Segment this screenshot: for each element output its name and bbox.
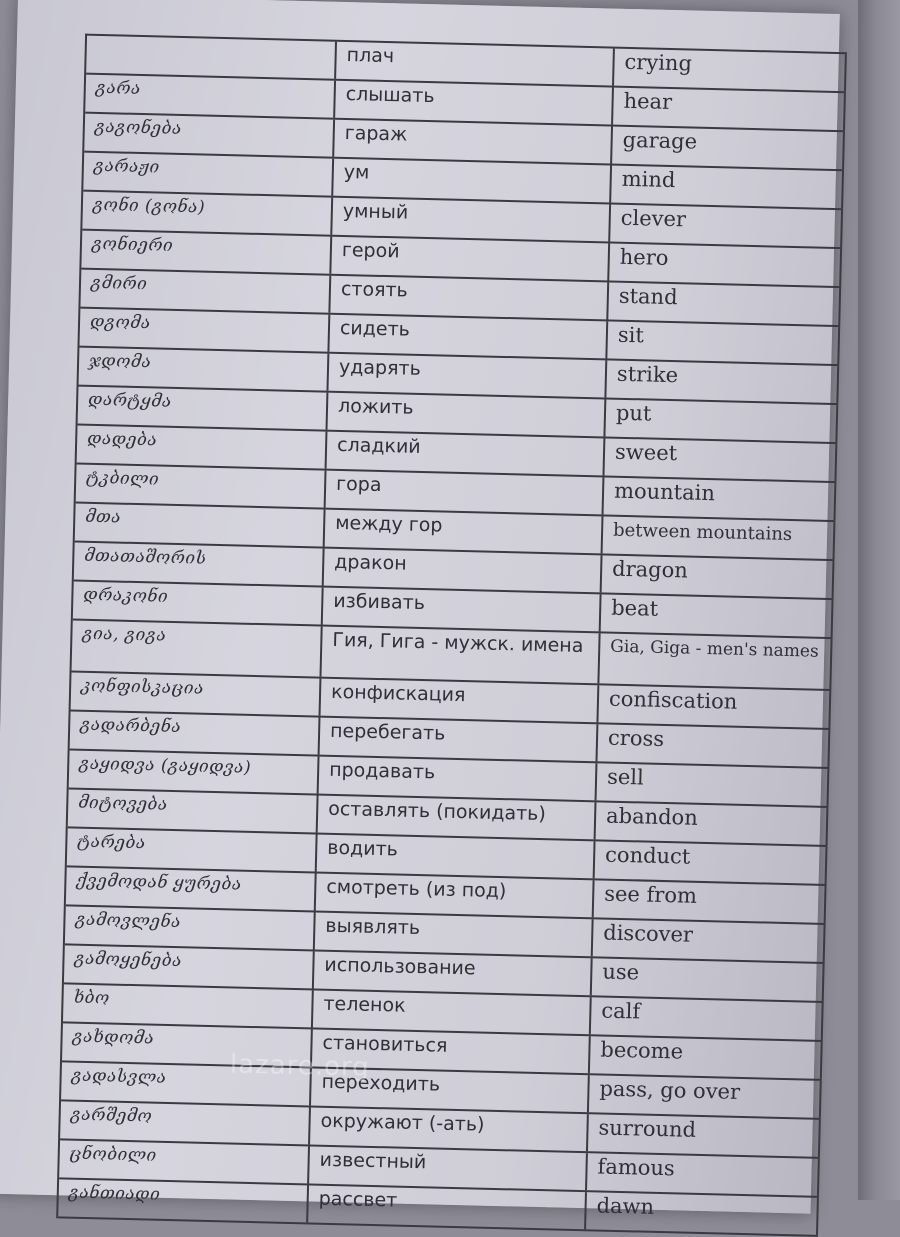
georgian-word: გადასვლა	[61, 1062, 312, 1105]
georgian-word: გადარბენა	[70, 711, 321, 754]
english-word: abandon	[596, 802, 829, 845]
georgian-word	[86, 36, 337, 79]
english-word: stand	[608, 283, 841, 326]
georgian-word: მთათაშორის	[74, 543, 325, 586]
russian-word: выявлять	[315, 913, 594, 957]
english-word: sit	[607, 321, 840, 364]
georgian-word: გამოყენება	[64, 945, 315, 988]
english-word: sell	[597, 763, 830, 806]
russian-word: дракон	[324, 549, 603, 593]
english-word: mind	[611, 166, 844, 209]
russian-word: ударять	[328, 354, 607, 398]
georgian-word: ტარება	[67, 828, 318, 871]
russian-word: плач	[336, 42, 615, 86]
english-word: put	[605, 399, 838, 442]
georgian-word: გია, გიგა	[72, 620, 323, 676]
english-word: sweet	[604, 438, 837, 481]
russian-word: гараж	[334, 120, 613, 164]
watermark: lazare.org	[229, 1049, 371, 1083]
russian-word: продавать	[319, 757, 598, 801]
russian-word: сладкий	[327, 432, 606, 476]
vocabulary-table	[56, 34, 847, 1237]
russian-word: смотреть (из под)	[316, 874, 595, 918]
english-word: use	[592, 958, 825, 1001]
english-word: conduct	[595, 841, 828, 884]
georgian-word: ქვემოდან ყურება	[66, 867, 317, 910]
georgian-word: გაყიდვა (გაყიდვა)	[69, 750, 320, 793]
georgian-word: გარაჟი	[83, 153, 334, 196]
russian-word: известный	[309, 1146, 588, 1190]
georgian-word: გარა	[85, 75, 336, 118]
russian-word: перебегать	[320, 718, 599, 762]
english-word: strike	[606, 360, 839, 403]
georgian-word: განთიადი	[58, 1179, 309, 1222]
english-word: surround	[588, 1114, 821, 1157]
russian-word: стоять	[330, 276, 609, 320]
english-word: between mountains	[603, 516, 836, 559]
georgian-word: ცნობილი	[59, 1140, 310, 1183]
english-word: become	[590, 1036, 823, 1079]
georgian-word: დადება	[77, 426, 328, 469]
english-word: famous	[587, 1153, 820, 1196]
russian-word: между гор	[325, 510, 604, 554]
russian-word: становиться	[312, 1029, 591, 1073]
english-word: hero	[609, 244, 842, 287]
english-word: hear	[613, 88, 846, 131]
english-word: calf	[591, 997, 824, 1040]
georgian-word: დგომა	[80, 309, 331, 352]
english-word: garage	[612, 127, 845, 170]
russian-word: ложить	[328, 393, 607, 437]
georgian-word: ჯდომა	[79, 348, 330, 391]
russian-word: водить	[317, 835, 596, 879]
russian-word: Гия, Гига - мужск. имена	[321, 627, 600, 684]
georgian-word: კონფისკაცია	[71, 672, 322, 715]
russian-word: оставлять (покидать)	[318, 796, 597, 840]
russian-word: окружают (-ать)	[310, 1107, 589, 1151]
english-word: clever	[610, 205, 843, 248]
english-word: confiscation	[598, 685, 831, 728]
english-word: discover	[593, 919, 826, 962]
russian-word: ум	[333, 159, 612, 203]
georgian-word: გახდომა	[62, 1023, 313, 1066]
english-word: dragon	[602, 555, 835, 598]
english-word: see from	[594, 880, 827, 923]
russian-word: слышать	[335, 81, 614, 125]
english-word: cross	[597, 724, 830, 767]
georgian-word: გაგონება	[84, 114, 335, 157]
georgian-word: ტკბილი	[76, 465, 327, 508]
english-word: mountain	[604, 477, 837, 520]
georgian-word: დრაკონი	[73, 582, 324, 625]
russian-word: умный	[332, 198, 611, 242]
english-word: dawn	[586, 1192, 819, 1235]
russian-word: сидеть	[329, 315, 608, 359]
georgian-word: გონი (გონა)	[82, 192, 333, 235]
russian-word: избивать	[323, 588, 602, 632]
georgian-word: გარშემო	[60, 1101, 311, 1144]
georgian-word: მთა	[75, 504, 326, 547]
russian-word: конфискация	[321, 679, 600, 723]
russian-word: гора	[326, 471, 605, 515]
english-word: pass, go over	[589, 1075, 822, 1118]
english-word: beat	[601, 594, 834, 637]
russian-word: теленок	[313, 990, 592, 1034]
russian-word: переходить	[311, 1068, 590, 1112]
georgian-word: მიტოვება	[68, 789, 319, 832]
russian-word: использование	[314, 952, 593, 996]
georgian-word: დარტყმა	[78, 387, 329, 430]
english-word: crying	[614, 49, 847, 92]
english-word: Gia, Giga - men's names	[599, 633, 832, 689]
georgian-word: გონიერი	[81, 231, 332, 274]
georgian-word: ხბო	[63, 984, 314, 1027]
russian-word: рассвет	[308, 1185, 587, 1229]
georgian-word: გამოვლენა	[65, 906, 316, 949]
russian-word: герой	[331, 237, 610, 281]
georgian-word: გმირი	[80, 270, 331, 313]
adjacent-page-edge	[858, 0, 900, 1200]
